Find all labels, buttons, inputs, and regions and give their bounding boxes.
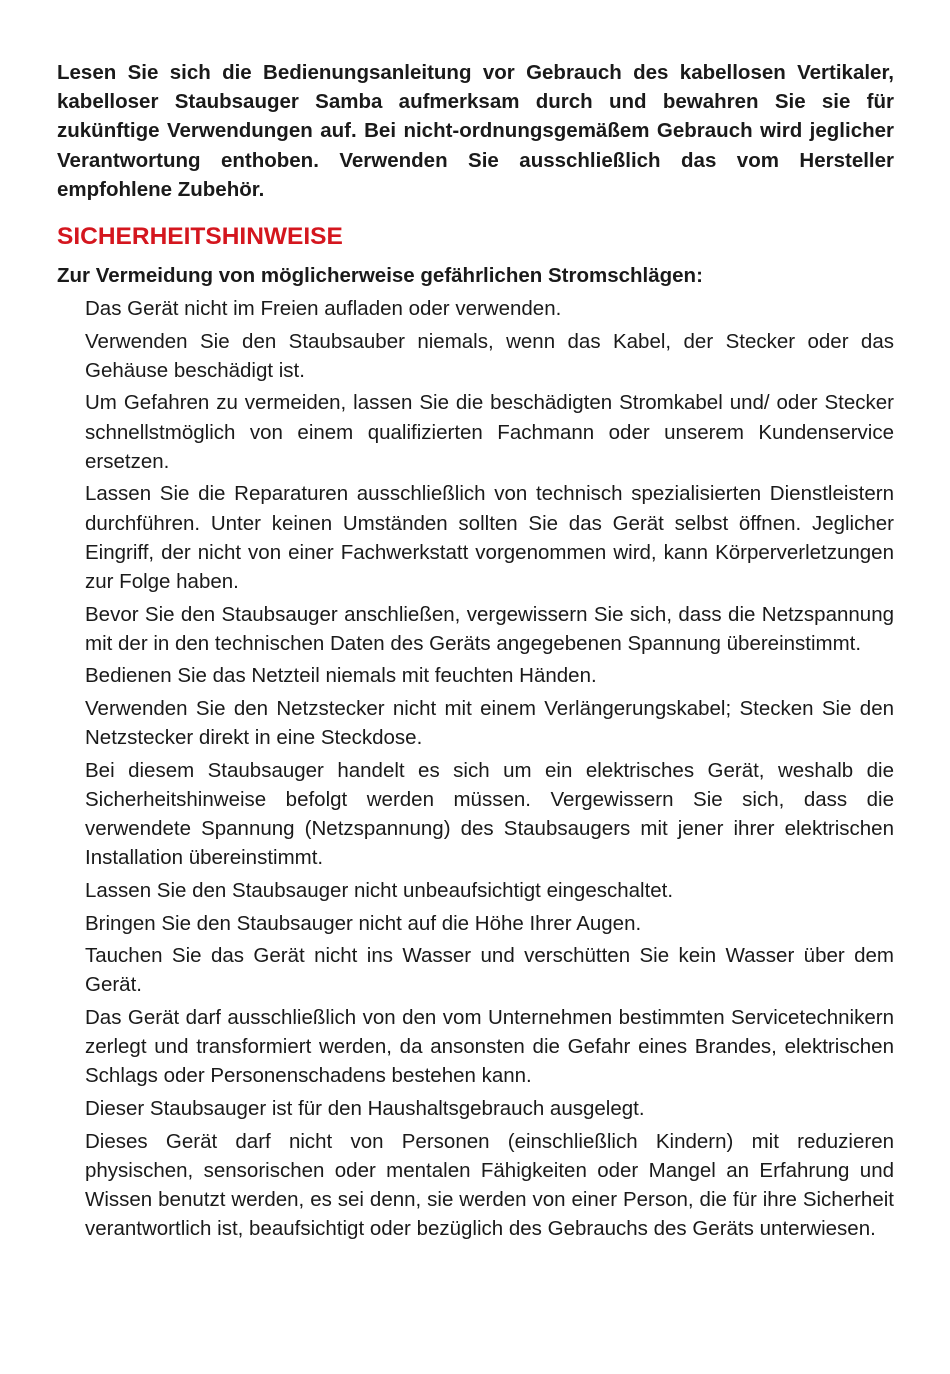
- safety-instruction: Bedienen Sie das Netzteil niemals mit feuchten Händen.: [85, 664, 597, 688]
- safety-instruction: Dieses Gerät darf nicht von Personen (einschließlich Kindern) mit reduzieren physischen, sensorischen oder mentalen Fähigkeiten oder Mangel an Erfahrung und Wissen benutzt werden, es sei denn, sie werden von einer Person, die für ihre Sicherheit verantwortlich ist, beaufsichtigt oder bezüglich des Gebrauchs des Geräts unterwiesen.: [85, 1129, 894, 1241]
- intro-paragraph: Lesen Sie sich die Bedienungsanleitung vor Gebrauch des kabellosen Vertikaler, kabelloser Staubsauger Samba aufmerksam durch und bewahren Sie sie für zukünftige Verwendungen auf. Bei nicht-ordnungsgemäßem Gebrauch wird jeglicher Verantwortung enthoben. Verwenden Sie ausschließlich das vom Hersteller empfohlene Zubehör.: [57, 61, 894, 201]
- safety-instruction: Das Gerät darf ausschließlich von den vom Unternehmen bestimmten Servicetechnikern zerlegt und transformiert werden, da ansonsten die Gefahr eines Brandes, elektrischen Schlags oder Personenschadens bestehen kann.: [85, 1005, 894, 1088]
- safety-instruction: Lassen Sie die Reparaturen ausschließlich von technisch spezialisierten Dienstleistern durchführen. Unter keinen Umständen sollten Sie das Gerät selbst öffnen. Jeglicher Eingriff, der nicht von einer Fachwerkstatt vorgenommen wird, kann Körperverletzungen zur Folge haben.: [85, 482, 894, 594]
- manual-page: [57, 58, 894, 1247]
- safety-instruction: Lassen Sie den Staubsauger nicht unbeaufsichtigt eingeschaltet.: [85, 879, 674, 902]
- safety-instruction: Das Gerät nicht im Freien aufladen oder verwenden.: [85, 297, 562, 321]
- safety-instruction: Verwenden Sie den Netzstecker nicht mit einem Verlängerungskabel; Stecken Sie den Netzstecker direkt in eine Steckdose.: [85, 697, 894, 750]
- safety-instruction: Um Gefahren zu vermeiden, lassen Sie die beschädigten Stromkabel und/ oder Stecker schnellstmöglich von einem qualifizierten Fachmann oder unserem Kundenservice ersetzen.: [85, 391, 894, 473]
- safety-instruction: Bevor Sie den Staubsauger anschließen, vergewissern Sie sich, dass die Netzspannung mit der in den technischen Daten des Geräts angegebenen Spannung übereinstimmt.: [85, 602, 894, 655]
- safety-instruction: Bei diesem Staubsauger handelt es sich um ein elektrisches Gerät, weshalb die Sicherheitshinweise befolgt werden müssen. Vergewissern Sie sich, dass die verwendete Spannung (Netzspannung) des Staubsaugers mit jener ihrer elektrischen Installation übereinstimmt.: [85, 758, 894, 870]
- safety-instructions-list: [57, 294, 894, 1243]
- section-heading: SICHERHEITSHINWEISE: [57, 223, 343, 251]
- safety-instruction: Dieser Staubsauger ist für den Haushaltsgebrauch ausgelegt.: [85, 1096, 645, 1120]
- safety-instruction: Verwenden Sie den Staubsauber niemals, wenn das Kabel, der Stecker oder das Gehäuse beschädigt ist.: [85, 329, 894, 382]
- safety-instruction: Bringen Sie den Staubsauger nicht auf die Höhe Ihrer Augen.: [85, 911, 642, 935]
- subsection-heading: Zur Vermeidung von möglicherweise gefährlichen Stromschlägen:: [57, 264, 703, 288]
- safety-instruction: Tauchen Sie das Gerät nicht ins Wasser und verschütten Sie kein Wasser über dem Gerät.: [85, 944, 894, 997]
